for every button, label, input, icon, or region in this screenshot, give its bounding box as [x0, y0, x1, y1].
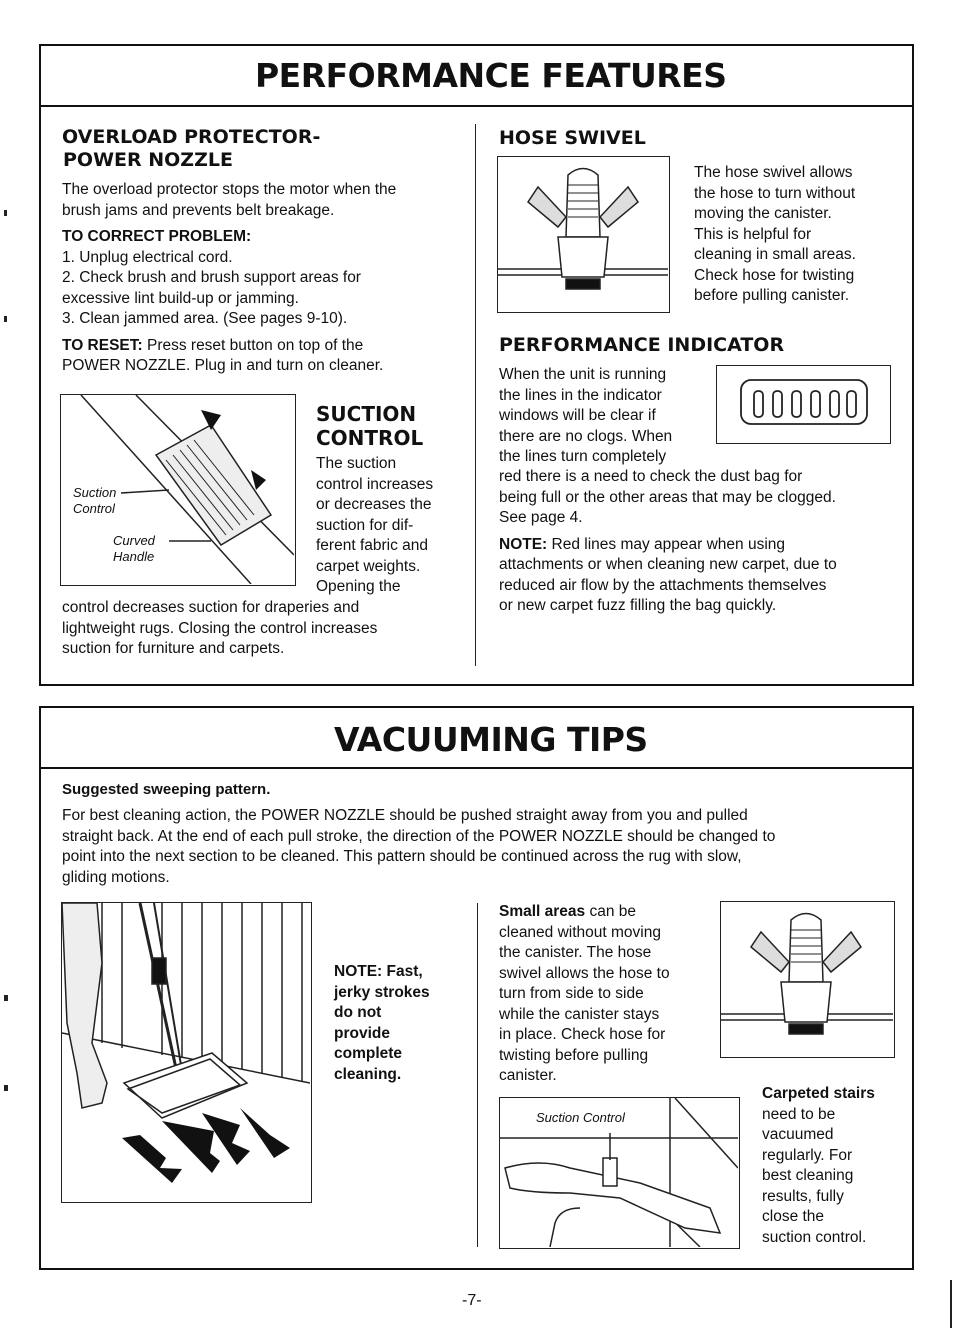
margin-mark — [4, 1085, 8, 1091]
sweeping-pattern-illustration — [61, 902, 312, 1203]
label-suction-control: Suction Control — [73, 485, 117, 516]
page-number: -7- — [462, 1292, 482, 1309]
carpeted-stairs-text: Carpeted stairs need to be vacuumed regularly. For best cleaning results, fully close the suction control. — [762, 1085, 875, 1246]
margin-mark — [4, 995, 8, 1001]
label-suction-control-stairs: Suction Control — [536, 1110, 625, 1125]
reset-instructions: TO RESET: Press reset button on top of the — [62, 336, 364, 354]
margin-mark — [950, 1280, 952, 1328]
tips-column-divider — [477, 903, 478, 1247]
performance-features-title-bar — [41, 46, 912, 107]
indicator-note: NOTE: Red lines may appear when using — [499, 535, 786, 553]
hose-swivel-heading: HOSE SWIVEL — [499, 127, 646, 149]
performance-features-title: PERFORMANCE FEATURES — [255, 56, 727, 95]
indicator-illustration — [716, 365, 891, 444]
carpeted-stairs-illustration — [499, 1097, 740, 1249]
small-areas-text: Small areas can be cleaned without moving the canister. The hose swivel allows the hose to turn from side to side while the canister stays in place. Check hose for twisting before pulling canister. — [499, 903, 670, 1084]
suction-control-illustration — [60, 394, 296, 586]
vacuuming-tips-title-bar — [41, 708, 912, 769]
step-1: 1. Unplug electrical cord. — [62, 248, 233, 266]
vacuuming-tips-title: VACUUMING TIPS — [334, 720, 648, 759]
step-2: 2. Check brush and brush support areas for — [62, 269, 361, 286]
indicator-full-text: red there is a need to check the dust bag for being full or the other areas that may be clogged. See page 4. NOTE: Red lines may appear when using attachments or when cleaning new carpet, due to reduced air flow by the attachments themselves or new carpet fuzz filling the bag quickly. — [499, 468, 837, 614]
overload-body: The overload protector stops the motor when the brush jams and prevents belt breakage. TO CORRECT PROBLEM: 1. Unplug electrical cord. 2. Check brush and brush support areas for excessive lint build-up or jamming. 3. Clean jammed area. (See pages 9-10). TO RESET: Press reset button on top of the POWER NOZZLE. Plug in and turn on cleaner. — [62, 180, 472, 377]
sweeping-pattern-text: For best cleaning action, the POWER NOZZLE should be pushed straight away from you and pulled straight back. At the end of each pull stroke, the direction of the POWER NOZZLE should be changed to point into the next section to be cleaned. This pattern should be continued across the rug with slow, gliding motions. — [62, 807, 776, 886]
performance-indicator-heading: PERFORMANCE INDICATOR — [499, 334, 785, 356]
column-divider — [475, 124, 476, 666]
fast-strokes-note: NOTE: Fast, jerky strokes do not provide complete cleaning. — [334, 963, 430, 1083]
suction-full-text: control decreases suction for draperies and lightweight rugs. Closing the control increases suction for furniture and carpets. — [62, 599, 378, 657]
hose-swivel-illustration-small — [720, 901, 895, 1058]
indicator-side-text: When the unit is running the lines in the indicator windows will be clear if there are no clogs. When the lines turn completely — [499, 366, 673, 465]
overload-heading: OVERLOAD PROTECTOR- POWER NOZZLE — [62, 126, 321, 171]
label-curved-handle: Curved Handle — [113, 533, 155, 564]
correct-problem-heading: TO CORRECT PROBLEM: — [62, 228, 252, 245]
suction-control-heading: SUCTION CONTROL — [316, 402, 424, 450]
margin-mark — [4, 316, 7, 322]
margin-mark — [4, 210, 7, 216]
hose-swivel-illustration — [497, 156, 670, 313]
hose-swivel-text: The hose swivel allows the hose to turn without moving the canister. This is helpful for cleaning in small areas. Check hose for twisting before pulling canister. — [694, 164, 856, 304]
step-3: 3. Clean jammed area. (See pages 9-10). — [62, 310, 348, 327]
suction-side-text: The suction control increases or decreases the suction for dif- ferent fabric and carpet weights. Opening the — [316, 455, 434, 595]
sweeping-pattern-heading: Suggested sweeping pattern. — [62, 781, 271, 798]
